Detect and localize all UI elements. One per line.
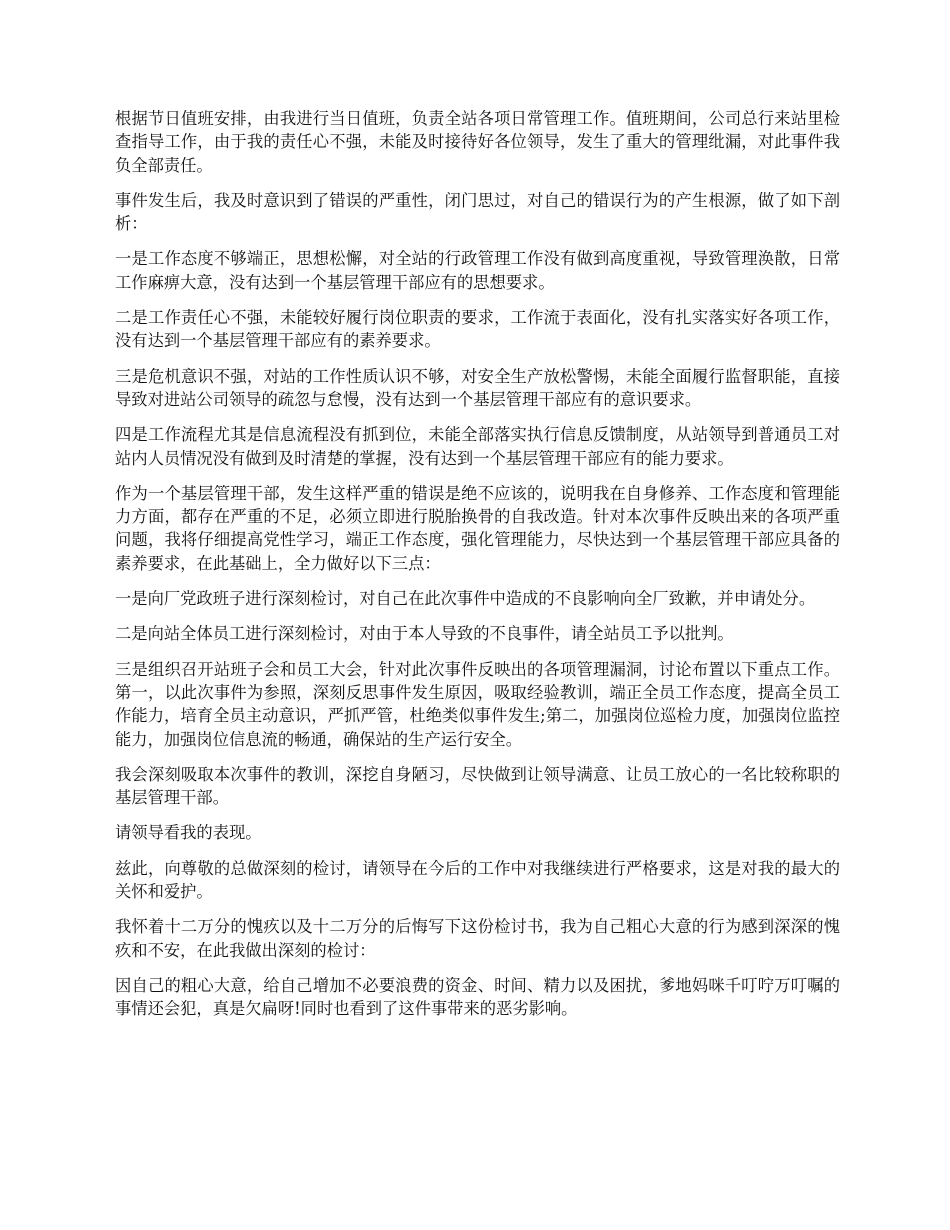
paragraph-self-improvement: 作为一个基层管理干部，发生这样严重的错误是绝不应该的，说明我在自身修养、工作态度和管理能力方面，都存在严重的不足，必须立即进行脱胎换骨的自我改造。针对本次事件反映出来的各项严重问题，我将仔细提高党性学习，端正工作态度，强化管理能力，尽快达到一个基层管理干部应具备的素养要求，在此基础上，全力做好以下三点： xyxy=(115,483,840,573)
paragraph-request: 请领导看我的表现。 xyxy=(115,823,262,843)
paragraph-consequence: 因自己的粗心大意，给自己增加不必要浪费的资金、时间、精力以及困扰，爹地妈咪千叮咛万叮嘱的事情还会犯，真是欠扁呀!同时也看到了这件事带来的恶劣影响。 xyxy=(115,975,840,1019)
paragraph-action-meeting: 三是组织召开站班子会和员工大会，针对此次事件反映出的各项管理漏洞，讨论布置以下重点工作。第一，以此次事件为参照，深刻反思事件发生原因，吸取经验教训，端正全员工作态度，提高全员工作能力，培育全员主动意识，严抓严管，杜绝类似事件发生;第二，加强岗位巡检力度，加强岗位监控能力，加强岗位信息流的畅通，确保站的生产运行安全。 xyxy=(115,659,840,749)
document-body xyxy=(115,107,840,1033)
paragraph-point-workflow: 四是工作流程尤其是信息流程没有抓到位，未能全部落实执行信息反馈制度，从站领导到普通员工对站内人员情况没有做到及时清楚的掌握，没有达到一个基层管理干部应有的能力要求。 xyxy=(115,425,840,468)
paragraph-reflection-intro: 事件发生后，我及时意识到了错误的严重性，闭门思过，对自己的错误行为的产生根源，做了如下剖析： xyxy=(115,190,840,234)
paragraph-point-attitude: 一是工作态度不够端正，思想松懈，对全站的行政管理工作没有做到高度重视，导致管理涣散，日常工作麻痹大意，没有达到一个基层管理干部应有的思想要求。 xyxy=(115,249,840,292)
paragraph-point-responsibility: 二是工作责任心不强，未能较好履行岗位职责的要求，工作流于表面化，没有扎实落实好各项工作，没有达到一个基层管理干部应有的素养要求。 xyxy=(115,308,840,351)
paragraph-closing: 兹此，向尊敬的总做深刻的检讨，请领导在今后的工作中对我继续进行严格要求，这是对我的最大的关怀和爱护。 xyxy=(115,858,840,902)
paragraph-action-staff-review: 二是向站全体员工进行深刻检讨，对由于本人导致的不良事件，请全站员工予以批判。 xyxy=(115,624,734,644)
paragraph-regret: 我怀着十二万分的愧疚以及十二万分的后悔写下这份检讨书，我为自己粗心大意的行为感到深深的愧疚和不安，在此我做出深刻的检讨： xyxy=(115,917,840,960)
paragraph-duty-arrangement: 根据节日值班安排，由我进行当日值班，负责全站各项日常管理工作。值班期间，公司总行来站里检查指导工作，由于我的责任心不强，未能及时接待好各位领导，发生了重大的管理纰漏，对此事件我负全部责任。 xyxy=(115,109,840,175)
paragraph-commitment: 我会深刻吸取本次事件的教训，深挖自身陋习，尽快做到让领导满意、让员工放心的一名比较称职的基层管理干部。 xyxy=(115,764,840,808)
paragraph-action-apology: 一是向厂党政班子进行深刻检讨，对自己在此次事件中造成的不良影响向全厂致歉，并申请处分。 xyxy=(115,589,816,609)
paragraph-point-crisis-awareness: 三是危机意识不强，对站的工作性质认识不够，对安全生产放松警惕，未能全面履行监督职能，直接导致对进站公司领导的疏忽与怠慢，没有达到一个基层管理干部应有的意识要求。 xyxy=(115,366,840,409)
